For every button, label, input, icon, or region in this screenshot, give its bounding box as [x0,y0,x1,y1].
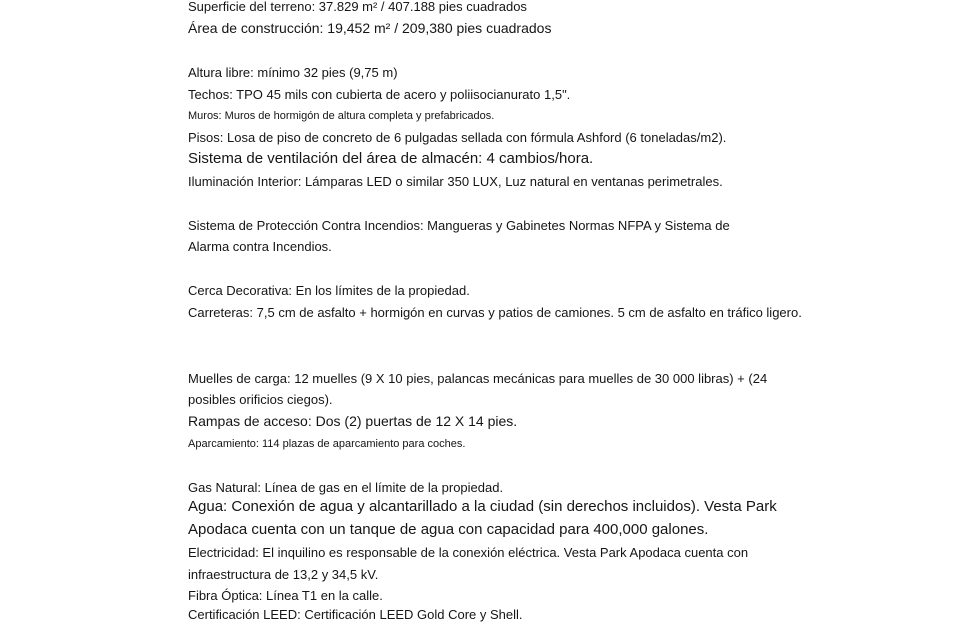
spec-natural-gas: Gas Natural: Línea de gas en el límite de la propiedad. [188,480,504,495]
spec-water-line2: Apodaca cuenta con un tanque de agua con capacidad para 400,000 galones. [188,521,709,538]
spec-loading-docks-line2: posibles orificios ciegos). [188,392,333,407]
spec-electricity-line2: infraestructura de 13,2 y 34,5 kV. [188,567,379,582]
spec-lighting: Iluminación Interior: Lámparas LED o similar 350 LUX, Luz natural en ventanas perimetrales. [188,174,723,189]
spec-land-area: Superficie del terreno: 37.829 m² / 407.188 pies cuadrados [188,0,527,14]
spec-fiber-optic: Fibra Óptica: Línea T1 en la calle. [188,588,383,603]
spec-walls: Muros: Muros de hormigón de altura completa y prefabricados. [188,110,495,122]
spec-electricity-line1: Electricidad: El inquilino es responsable de la conexión eléctrica. Vesta Park Apodaca cuenta con [188,545,749,560]
spec-construction-area: Área de construcción: 19,452 m² / 209,380 pies cuadrados [188,20,552,36]
spec-parking: Aparcamiento: 114 plazas de aparcamiento para coches. [188,438,466,450]
spec-ramps: Rampas de acceso: Dos (2) puertas de 12 X 14 pies. [188,413,518,429]
spec-fence: Cerca Decorativa: En los límites de la propiedad. [188,283,470,298]
spec-loading-docks-line1: Muelles de carga: 12 muelles (9 X 10 pies, palancas mecánicas para muelles de 30 000 libras) + (24 [188,371,768,386]
spec-fire-protection-line2: Alarma contra Incendios. [188,239,332,254]
spec-water-line1: Agua: Conexión de agua y alcantarillado a la ciudad (sin derechos incluidos). Vesta Park [188,498,777,515]
spec-clear-height: Altura libre: mínimo 32 pies (9,75 m) [188,65,398,80]
spec-floors: Pisos: Losa de piso de concreto de 6 pulgadas sellada con fórmula Ashford (6 toneladas/m2). [188,130,727,145]
spec-roads: Carreteras: 7,5 cm de asfalto + hormigón en curvas y patios de camiones. 5 cm de asfalto en tráfico ligero. [188,305,802,320]
spec-fire-protection-line1: Sistema de Protección Contra Incendios: Mangueras y Gabinetes Normas NFPA y Sistema de [188,218,730,233]
spec-leed-certification: Certificación LEED: Certificación LEED Gold Core y Shell. [188,607,523,622]
spec-roofs: Techos: TPO 45 mils con cubierta de acero y poliisocianurato 1,5". [188,87,571,102]
spec-ventilation: Sistema de ventilación del área de almacén: 4 cambios/hora. [188,150,594,167]
